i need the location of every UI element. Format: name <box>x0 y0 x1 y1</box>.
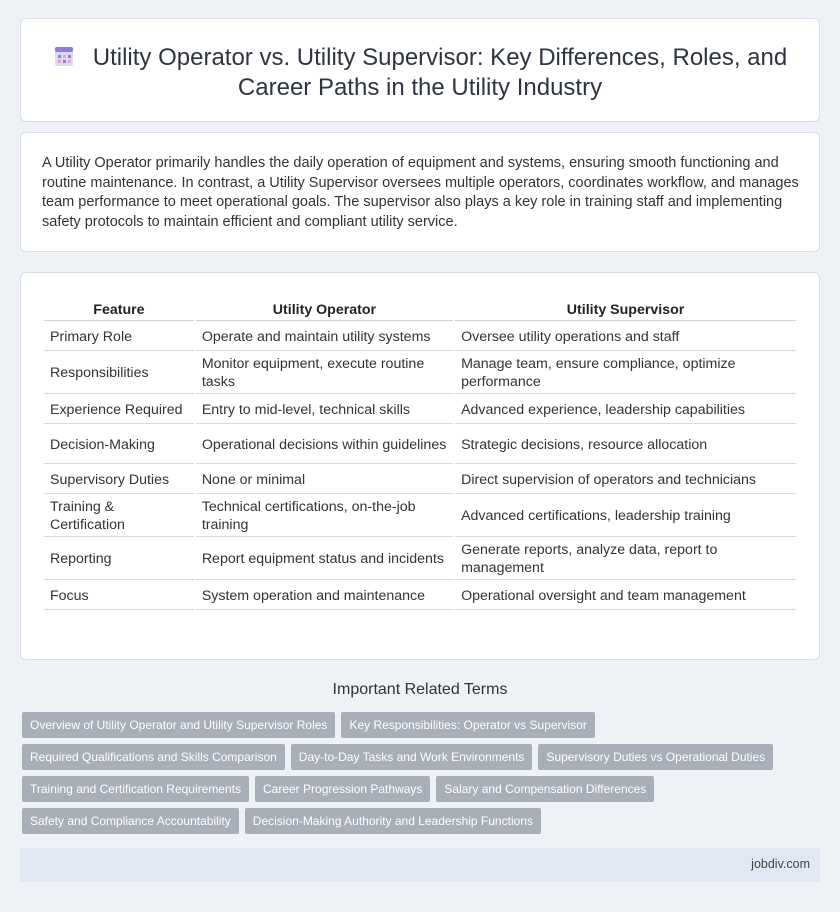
related-tag[interactable]: Training and Certification Requirements <box>22 776 249 802</box>
related-tag[interactable]: Decision-Making Authority and Leadership Functions <box>245 808 541 834</box>
supervisor-cell: Manage team, ensure compliance, optimize performance <box>455 353 796 394</box>
related-tag[interactable]: Supervisory Duties vs Operational Duties <box>538 744 773 770</box>
table-row <box>44 323 796 351</box>
related-tag[interactable]: Overview of Utility Operator and Utility Supervisor Roles <box>22 712 335 738</box>
header-utility-operator: Utility Operator <box>196 295 453 321</box>
tag-row <box>22 712 822 744</box>
tag-row <box>22 808 822 840</box>
operator-cell: Report equipment status and incidents <box>196 539 453 580</box>
supervisor-cell: Oversee utility operations and staff <box>455 323 796 351</box>
related-tag[interactable]: Safety and Compliance Accountability <box>22 808 239 834</box>
feature-cell: Experience Required <box>44 396 194 424</box>
table-row <box>44 353 796 394</box>
operator-cell: Operational decisions within guidelines <box>196 426 453 464</box>
table-header-row <box>44 295 796 321</box>
feature-cell: Supervisory Duties <box>44 466 194 494</box>
operator-cell: Operate and maintain utility systems <box>196 323 453 351</box>
related-tag[interactable]: Key Responsibilities: Operator vs Supervisor <box>341 712 594 738</box>
document-icon <box>53 45 75 67</box>
related-tag[interactable]: Career Progression Pathways <box>255 776 430 802</box>
operator-cell: System operation and maintenance <box>196 582 453 610</box>
related-tag[interactable]: Required Qualifications and Skills Comparison <box>22 744 285 770</box>
supervisor-cell: Operational oversight and team management <box>455 582 796 610</box>
table-row <box>44 539 796 580</box>
supervisor-cell: Strategic decisions, resource allocation <box>455 426 796 464</box>
table-row <box>44 426 796 464</box>
page-title-wrap <box>51 43 789 103</box>
table-row <box>44 496 796 537</box>
page-title: Utility Operator vs. Utility Supervisor: Key Differences, Roles, and Career Paths in the Utility Industry <box>92 44 788 101</box>
header-card <box>20 18 820 122</box>
header-feature: Feature <box>44 295 194 321</box>
footer-site-link[interactable]: jobdiv.com <box>751 857 810 871</box>
related-terms-heading: Important Related Terms <box>332 681 508 698</box>
related-terms-tags <box>22 712 822 840</box>
footer-bar <box>20 848 820 882</box>
tag-row <box>22 776 822 808</box>
feature-cell: Training & Certification <box>44 496 194 537</box>
related-tag[interactable]: Salary and Compensation Differences <box>436 776 654 802</box>
header-utility-supervisor: Utility Supervisor <box>455 295 796 321</box>
operator-cell: Technical certifications, on-the-job training <box>196 496 453 537</box>
operator-cell: Monitor equipment, execute routine tasks <box>196 353 453 394</box>
operator-cell: None or minimal <box>196 466 453 494</box>
table-row <box>44 396 796 424</box>
supervisor-cell: Generate reports, analyze data, report to management <box>455 539 796 580</box>
supervisor-cell: Advanced experience, leadership capabilities <box>455 396 796 424</box>
operator-cell: Entry to mid-level, technical skills <box>196 396 453 424</box>
feature-cell: Reporting <box>44 539 194 580</box>
related-tag[interactable]: Day-to-Day Tasks and Work Environments <box>291 744 533 770</box>
intro-card <box>20 132 820 252</box>
tag-row <box>22 744 822 776</box>
comparison-table <box>42 293 798 612</box>
supervisor-cell: Advanced certifications, leadership training <box>455 496 796 537</box>
feature-cell: Primary Role <box>44 323 194 351</box>
feature-cell: Decision-Making <box>44 426 194 464</box>
table-row <box>44 582 796 610</box>
feature-cell: Responsibilities <box>44 353 194 394</box>
table-row <box>44 466 796 494</box>
supervisor-cell: Direct supervision of operators and technicians <box>455 466 796 494</box>
comparison-table-card <box>20 272 820 660</box>
intro-paragraph: A Utility Operator primarily handles the daily operation of equipment and systems, ensuring smooth functioning and routine maintenance. In contrast, a Utility Supervisor oversees multiple operators, coordinates workflow, and manages team performance to meet operational goals. The supervisor also plays a key role in training staff and implementing safety protocols to maintain efficient and compliant utility service. <box>42 155 799 230</box>
feature-cell: Focus <box>44 582 194 610</box>
